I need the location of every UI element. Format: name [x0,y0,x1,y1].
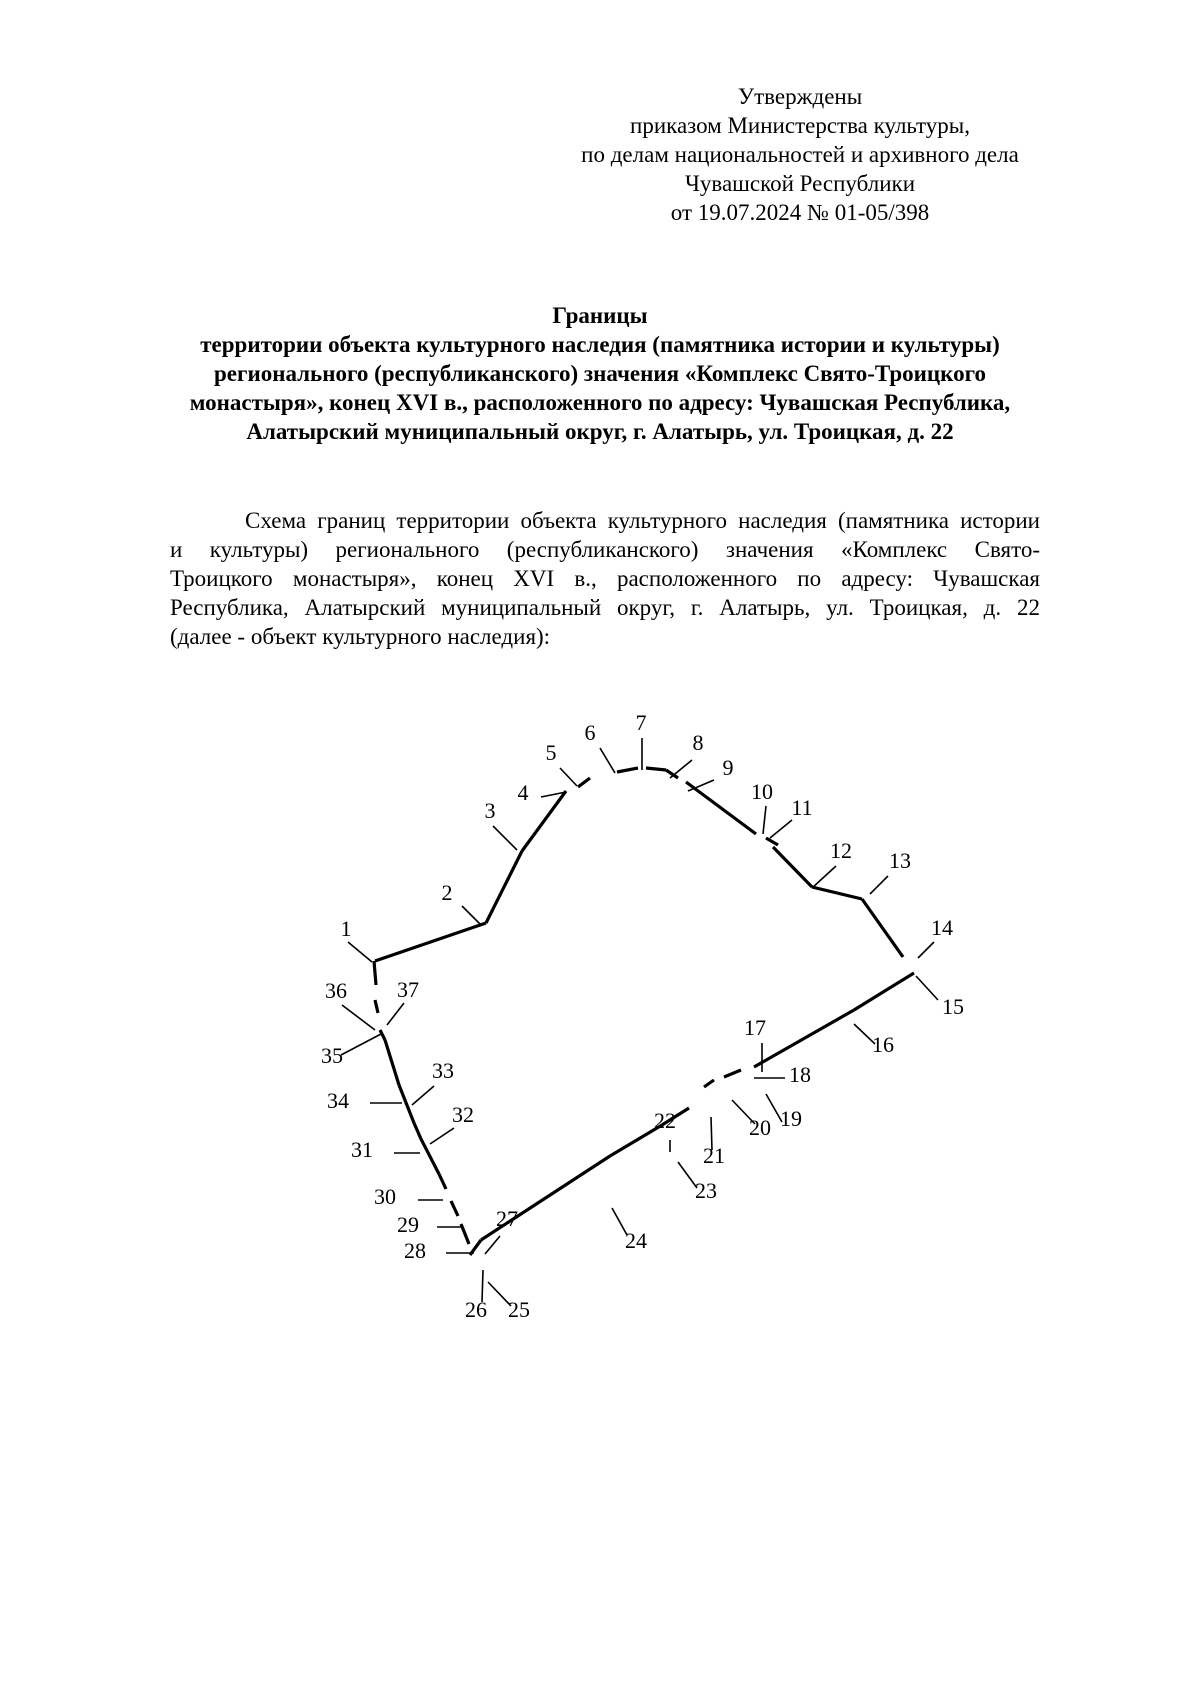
boundary-segment [766,838,778,845]
point-label: 32 [452,1102,474,1127]
point-label: 10 [751,779,773,804]
title-line: Алатырский муниципальный округ, г. Алатырь, ул. Троицкая, д. 22 [246,419,954,444]
point-label: 36 [325,978,347,1003]
boundary-segment [773,847,812,887]
boundary-segment [375,923,486,961]
point-label: 4 [517,780,529,805]
label-leader-line [348,942,372,962]
label-leaders [341,738,938,1306]
approval-line: приказом Министерства культуры, [630,113,970,138]
label-leader-line [812,866,836,888]
point-label: 17 [744,1015,766,1040]
point-label: 3 [484,798,496,823]
label-leader-line [870,876,888,894]
boundary-segment [754,1010,854,1067]
boundary-segment [854,973,914,1010]
point-label: 24 [625,1228,647,1253]
boundary-segment [704,1080,714,1087]
point-label: 18 [789,1062,811,1087]
point-label: 25 [508,1297,530,1322]
point-label: 1 [340,916,352,941]
boundary-segment [451,1201,458,1216]
boundary-segment [862,899,903,957]
boundary-segment [414,1123,421,1139]
boundary-segment [486,851,522,923]
boundary-segment [421,1139,439,1174]
point-label: 14 [931,915,953,940]
label-leader-line [600,748,615,773]
approval-line: Утверждены [737,84,863,109]
title-line: регионального (республиканского) значения «Комплекс Свято-Троицкого [214,361,986,386]
label-leader-line [560,768,577,786]
body-line: Схема границ территории объекта культурного наследия (памятника истории [245,508,1040,533]
label-leader-line [670,760,692,778]
boundary-segment [578,778,590,787]
boundary-segment [686,782,756,834]
point-label: 30 [374,1184,396,1209]
approval-line: от 19.07.2024 № 01-05/398 [670,200,930,225]
label-leader-line [430,1128,454,1144]
point-label: 16 [872,1032,894,1057]
point-label: 27 [496,1206,518,1231]
point-label: 2 [441,880,453,905]
boundary-segment [385,1040,399,1085]
label-leader-line [412,1086,434,1105]
label-leader-line [493,826,517,850]
point-label: 6 [584,720,596,745]
point-label: 11 [791,795,813,820]
label-leader-line [387,1003,404,1025]
label-leader-line [462,906,481,925]
boundary-segment [375,1000,378,1013]
body-line: Республика, Алатырский муниципальный округ, г. Алатырь, ул. Троицкая, д. 22 [170,595,1040,620]
boundary-segment [617,768,638,772]
body-line: Троицкого монастыря», конец XVI в., расположенного по адресу: Чувашская [170,566,1040,591]
boundary-segment [522,791,566,851]
point-label: 26 [465,1297,487,1322]
point-label: 34 [327,1088,349,1113]
body-line: и культуры) регионального (республиканского) значения «Комплекс Свято- [170,537,1040,562]
label-leader-line [341,1034,381,1055]
label-leader-line [916,976,938,1000]
title-line: монастыря», конец XVI в., расположенного по адресу: Чувашская Республика, [189,390,1011,415]
point-label: 21 [703,1143,725,1168]
label-leader-line [485,1236,500,1254]
point-label: 35 [321,1043,343,1068]
point-labels [321,710,964,1322]
point-label: 8 [692,730,704,755]
point-label: 5 [545,740,557,765]
approval-line: Чувашской Республики [684,171,916,196]
point-label: 31 [351,1137,373,1162]
point-label: 13 [889,848,911,873]
title-line: территории объекта культурного наследия (памятника истории и культуры) [200,332,1000,357]
point-label: 15 [942,994,964,1019]
label-leader-line [918,942,934,958]
point-label: 19 [780,1106,802,1131]
label-leader-line [342,1005,375,1030]
label-leader-line [763,806,766,834]
label-leader-line [770,820,792,838]
boundary-segment [439,1174,446,1189]
point-label: 22 [654,1108,676,1133]
approval-line: по делам национальностей и архивного дела [581,142,1019,167]
point-label: 37 [397,977,419,1002]
point-label: 28 [404,1238,426,1263]
point-label: 9 [722,755,734,780]
body-line: (далее - объект культурного наследия): [170,624,551,649]
boundary-segment [724,1070,741,1077]
boundary-segment [646,768,666,770]
boundary-segment [374,961,376,985]
point-label: 7 [635,710,647,735]
point-label: 12 [830,838,852,863]
point-label: 29 [397,1212,419,1237]
boundary-segment [812,887,862,899]
point-label: 23 [695,1178,717,1203]
title-line: Границы [552,303,648,328]
boundary-segment [399,1085,414,1123]
point-label: 33 [432,1058,454,1083]
point-label: 20 [749,1115,771,1140]
